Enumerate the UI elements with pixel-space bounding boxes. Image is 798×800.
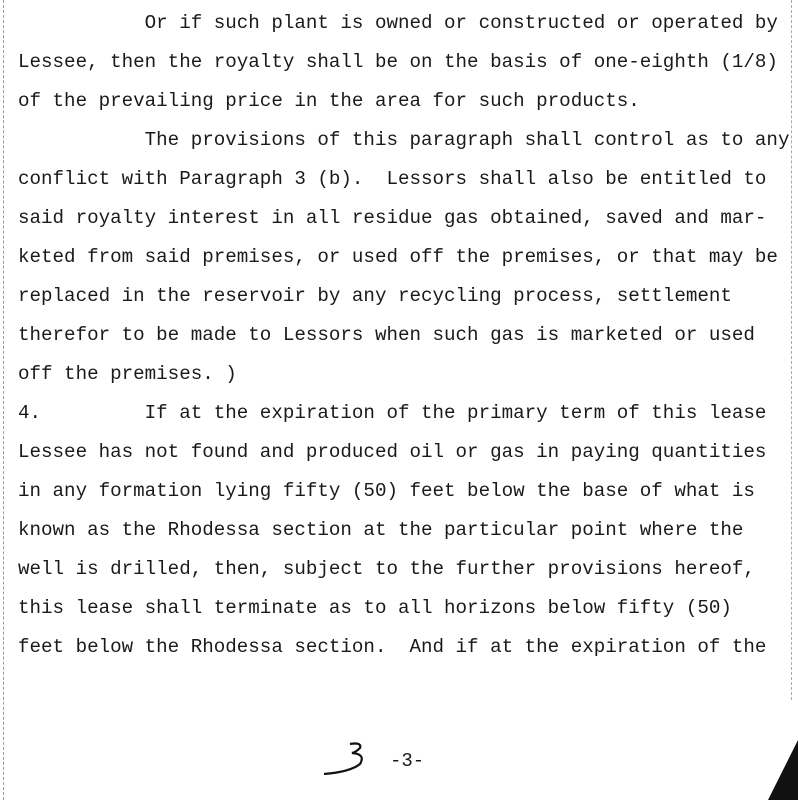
- text-line: said royalty interest in all residue gas obtained, saved and mar-: [18, 207, 767, 229]
- text-line: therefor to be made to Lessors when such gas is marketed or used: [18, 324, 755, 346]
- text-line: well is drilled, then, subject to the further provisions hereof,: [18, 558, 755, 580]
- text-line: Lessee has not found and produced oil or gas in paying quantities: [18, 441, 767, 463]
- text-line: Lessee, then the royalty shall be on the basis of one-eighth (1/8): [18, 51, 778, 73]
- handwritten-page-mark: [320, 738, 380, 778]
- text-line: The provisions of this paragraph shall control as to any: [18, 129, 790, 151]
- text-line: known as the Rhodessa section at the particular point where the: [18, 519, 744, 541]
- scan-corner-shadow: [768, 740, 798, 800]
- scan-right-edge: [790, 0, 792, 700]
- text-line: 4. If at the expiration of the primary term of this lease: [18, 402, 767, 424]
- scan-left-edge: [3, 0, 10, 800]
- text-line: of the prevailing price in the area for such products.: [18, 90, 640, 112]
- text-line: conflict with Paragraph 3 (b). Lessors shall also be entitled to: [18, 168, 767, 190]
- text-line: Or if such plant is owned or constructed or operated by: [18, 12, 778, 34]
- text-line: keted from said premises, or used off the premises, or that may be: [18, 246, 778, 268]
- text-line: replaced in the reservoir by any recycling process, settlement: [18, 285, 732, 307]
- text-line: this lease shall terminate as to all horizons below fifty (50): [18, 597, 732, 619]
- page-number: -3-: [390, 750, 425, 772]
- text-line: feet below the Rhodessa section. And if at the expiration of the: [18, 636, 767, 658]
- text-line: off the premises. ): [18, 363, 237, 385]
- text-line: in any formation lying fifty (50) feet below the base of what is: [18, 480, 755, 502]
